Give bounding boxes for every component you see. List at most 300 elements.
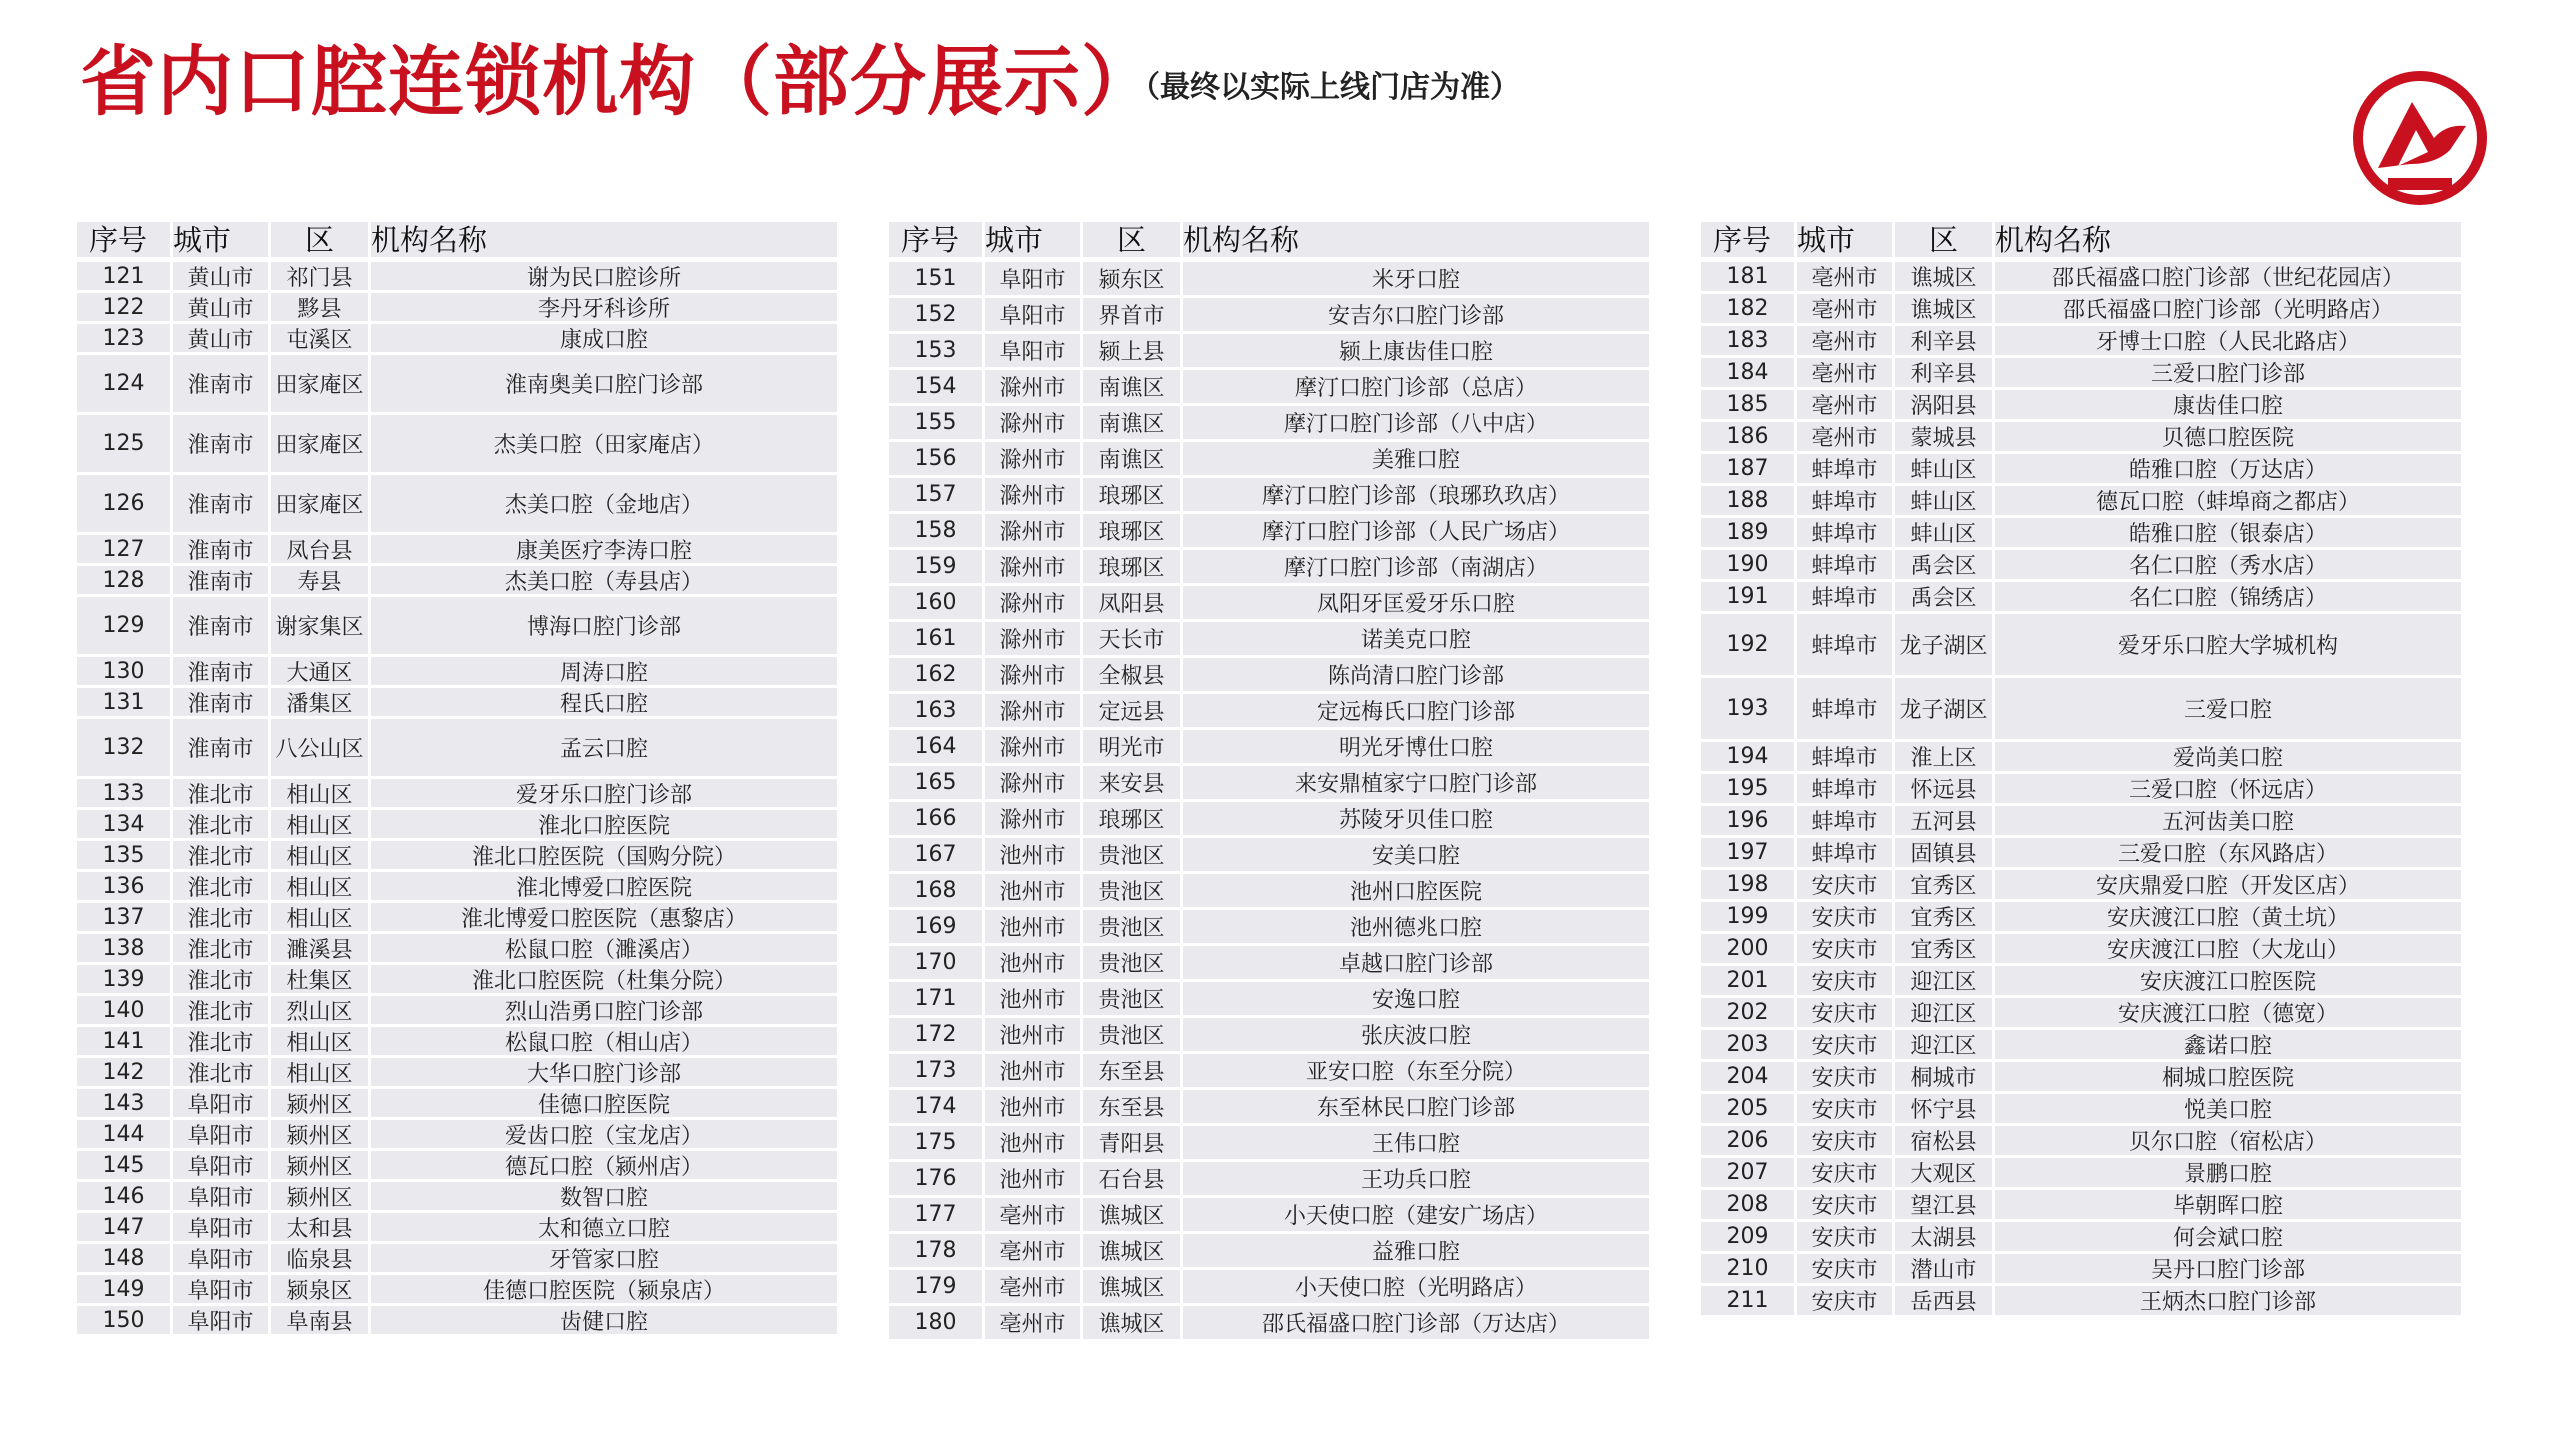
row-index: 125: [77, 415, 173, 475]
row-city: 淮南市: [173, 355, 271, 415]
row-district: 贵池区: [1083, 838, 1183, 874]
row-district: 琅琊区: [1083, 550, 1183, 586]
row-city: 蚌埠市: [1797, 742, 1895, 774]
row-index: 143: [77, 1089, 173, 1120]
table-row: [1701, 614, 2461, 678]
row-district: 贵池区: [1083, 946, 1183, 982]
row-index: 122: [77, 293, 173, 324]
row-index: 175: [889, 1126, 985, 1162]
row-index: 205: [1701, 1094, 1797, 1126]
row-city: 安庆市: [1797, 870, 1895, 902]
row-district: 颍州区: [271, 1120, 371, 1151]
clinic-table-1: [77, 222, 837, 1337]
row-district: 濉溪县: [271, 934, 371, 965]
row-index: 134: [77, 810, 173, 841]
row-district: 蚌山区: [1895, 518, 1995, 550]
row-district: 禹会区: [1895, 582, 1995, 614]
row-city: 亳州市: [1797, 262, 1895, 294]
row-city: 淮南市: [173, 566, 271, 597]
row-district: 谯城区: [1083, 1270, 1183, 1306]
table-row: [889, 262, 1649, 298]
row-index: 208: [1701, 1190, 1797, 1222]
row-district: 烈山区: [271, 996, 371, 1027]
row-city: 淮南市: [173, 688, 271, 719]
row-district: 黟县: [271, 293, 371, 324]
row-district: 贵池区: [1083, 874, 1183, 910]
row-city: 安庆市: [1797, 1222, 1895, 1254]
table-row: [77, 1306, 837, 1337]
table-row: [1701, 390, 2461, 422]
row-index: 201: [1701, 966, 1797, 998]
row-district: 谢家集区: [271, 597, 371, 657]
row-index: 190: [1701, 550, 1797, 582]
row-district: 蒙城县: [1895, 422, 1995, 454]
row-index: 133: [77, 779, 173, 810]
row-city: 阜阳市: [985, 298, 1083, 334]
row-city: 滁州市: [985, 478, 1083, 514]
row-district: 谯城区: [1083, 1198, 1183, 1234]
table-row: [889, 658, 1649, 694]
row-district: 南谯区: [1083, 406, 1183, 442]
table-row: [77, 1182, 837, 1213]
table-row: [1701, 870, 2461, 902]
row-city: 蚌埠市: [1797, 454, 1895, 486]
table-row: [889, 298, 1649, 334]
row-clinic-name: 安庆渡江口腔（大龙山）: [1995, 934, 2461, 966]
page-title: 省内口腔连锁机构（部分展示）: [80, 37, 1158, 126]
row-clinic-name: 牙博士口腔（人民北路店）: [1995, 326, 2461, 358]
row-district: 相山区: [271, 779, 371, 810]
row-district: 迎江区: [1895, 1030, 1995, 1062]
row-city: 安庆市: [1797, 1126, 1895, 1158]
row-index: 185: [1701, 390, 1797, 422]
row-district: 大观区: [1895, 1158, 1995, 1190]
table-row: [77, 934, 837, 965]
table-row: [1701, 1190, 2461, 1222]
table-row: [1701, 1286, 2461, 1318]
row-clinic-name: 颍上康齿佳口腔: [1183, 334, 1649, 370]
table-row: [77, 657, 837, 688]
brand-logo: [2350, 68, 2490, 208]
row-clinic-name: 明光牙博仕口腔: [1183, 730, 1649, 766]
row-clinic-name: 东至林民口腔门诊部: [1183, 1090, 1649, 1126]
table-row: [1701, 902, 2461, 934]
table-row: [1701, 582, 2461, 614]
row-index: 159: [889, 550, 985, 586]
row-district: 颍州区: [271, 1089, 371, 1120]
row-index: 131: [77, 688, 173, 719]
row-index: 179: [889, 1270, 985, 1306]
row-clinic-name: 爱牙乐口腔大学城机构: [1995, 614, 2461, 678]
row-district: 凤阳县: [1083, 586, 1183, 622]
row-city: 滁州市: [985, 622, 1083, 658]
table-row: [1701, 358, 2461, 390]
row-city: 黄山市: [173, 262, 271, 293]
row-district: 田家庵区: [271, 475, 371, 535]
row-city: 池州市: [985, 1162, 1083, 1198]
row-district: 潜山市: [1895, 1254, 1995, 1286]
row-district: 阜南县: [271, 1306, 371, 1337]
row-city: 蚌埠市: [1797, 774, 1895, 806]
row-index: 140: [77, 996, 173, 1027]
table-row: [1701, 1222, 2461, 1254]
row-city: 池州市: [985, 982, 1083, 1018]
column-header: 区: [1895, 222, 1995, 260]
row-city: 蚌埠市: [1797, 550, 1895, 582]
row-district: 大通区: [271, 657, 371, 688]
row-district: 屯溪区: [271, 324, 371, 355]
row-city: 安庆市: [1797, 1190, 1895, 1222]
row-clinic-name: 摩汀口腔门诊部（八中店）: [1183, 406, 1649, 442]
row-clinic-name: 康齿佳口腔: [1995, 390, 2461, 422]
row-index: 206: [1701, 1126, 1797, 1158]
row-clinic-name: 皓雅口腔（银泰店）: [1995, 518, 2461, 550]
row-clinic-name: 名仁口腔（锦绣店）: [1995, 582, 2461, 614]
row-district: 五河县: [1895, 806, 1995, 838]
row-clinic-name: 安逸口腔: [1183, 982, 1649, 1018]
row-clinic-name: 何会斌口腔: [1995, 1222, 2461, 1254]
row-index: 165: [889, 766, 985, 802]
table-header: [77, 222, 837, 260]
column-header: 机构名称: [1995, 222, 2461, 260]
row-clinic-name: 池州德兆口腔: [1183, 910, 1649, 946]
row-clinic-name: 益雅口腔: [1183, 1234, 1649, 1270]
row-district: 杜集区: [271, 965, 371, 996]
row-district: 相山区: [271, 1058, 371, 1089]
row-clinic-name: 贝尔口腔（宿松店）: [1995, 1126, 2461, 1158]
row-city: 池州市: [985, 946, 1083, 982]
row-clinic-name: 毕朝晖口腔: [1995, 1190, 2461, 1222]
row-index: 142: [77, 1058, 173, 1089]
row-district: 凤台县: [271, 535, 371, 566]
table-row: [1701, 262, 2461, 294]
row-district: 青阳县: [1083, 1126, 1183, 1162]
row-city: 阜阳市: [173, 1151, 271, 1182]
row-district: 龙子湖区: [1895, 614, 1995, 678]
row-district: 相山区: [271, 903, 371, 934]
table-row: [889, 874, 1649, 910]
row-city: 池州市: [985, 1090, 1083, 1126]
table-row: [1701, 486, 2461, 518]
row-city: 池州市: [985, 910, 1083, 946]
row-district: 迎江区: [1895, 966, 1995, 998]
row-city: 滁州市: [985, 730, 1083, 766]
row-clinic-name: 淮北博爱口腔医院（惠黎店）: [371, 903, 837, 934]
row-clinic-name: 爱尚美口腔: [1995, 742, 2461, 774]
row-district: 相山区: [271, 1027, 371, 1058]
table-row: [77, 324, 837, 355]
table-row: [1701, 1254, 2461, 1286]
row-district: 琅琊区: [1083, 478, 1183, 514]
table-row: [77, 719, 837, 779]
row-city: 阜阳市: [173, 1182, 271, 1213]
table-row: [77, 779, 837, 810]
table-row: [889, 514, 1649, 550]
row-city: 滁州市: [985, 406, 1083, 442]
row-index: 145: [77, 1151, 173, 1182]
table-row: [889, 1270, 1649, 1306]
row-district: 谯城区: [1895, 294, 1995, 326]
row-district: 琅琊区: [1083, 514, 1183, 550]
row-index: 183: [1701, 326, 1797, 358]
table-row: [1701, 1030, 2461, 1062]
table-row: [889, 1234, 1649, 1270]
row-clinic-name: 三爱口腔: [1995, 678, 2461, 742]
column-header: 机构名称: [371, 222, 837, 260]
row-index: 177: [889, 1198, 985, 1234]
row-index: 204: [1701, 1062, 1797, 1094]
row-index: 209: [1701, 1222, 1797, 1254]
row-clinic-name: 摩汀口腔门诊部（南湖店）: [1183, 550, 1649, 586]
row-index: 167: [889, 838, 985, 874]
row-index: 195: [1701, 774, 1797, 806]
row-index: 135: [77, 841, 173, 872]
row-clinic-name: 摩汀口腔门诊部（总店）: [1183, 370, 1649, 406]
row-index: 160: [889, 586, 985, 622]
table-row: [889, 1090, 1649, 1126]
row-index: 192: [1701, 614, 1797, 678]
table-row: [889, 406, 1649, 442]
row-city: 淮南市: [173, 535, 271, 566]
row-district: 来安县: [1083, 766, 1183, 802]
row-city: 安庆市: [1797, 998, 1895, 1030]
row-index: 148: [77, 1244, 173, 1275]
row-index: 149: [77, 1275, 173, 1306]
table-row: [889, 730, 1649, 766]
row-index: 199: [1701, 902, 1797, 934]
row-clinic-name: 烈山浩勇口腔门诊部: [371, 996, 837, 1027]
row-index: 194: [1701, 742, 1797, 774]
row-clinic-name: 康成口腔: [371, 324, 837, 355]
row-city: 阜阳市: [173, 1244, 271, 1275]
table-row: [77, 903, 837, 934]
row-index: 126: [77, 475, 173, 535]
row-index: 181: [1701, 262, 1797, 294]
row-clinic-name: 悦美口腔: [1995, 1094, 2461, 1126]
row-district: 明光市: [1083, 730, 1183, 766]
table-row: [889, 334, 1649, 370]
row-index: 184: [1701, 358, 1797, 390]
row-clinic-name: 松鼠口腔（濉溪店）: [371, 934, 837, 965]
table-row: [889, 1306, 1649, 1342]
row-index: 193: [1701, 678, 1797, 742]
row-city: 淮南市: [173, 597, 271, 657]
row-index: 187: [1701, 454, 1797, 486]
table-row: [77, 1120, 837, 1151]
row-district: 岳西县: [1895, 1286, 1995, 1318]
row-district: 颍上县: [1083, 334, 1183, 370]
row-index: 168: [889, 874, 985, 910]
table-row: [889, 586, 1649, 622]
row-city: 亳州市: [985, 1198, 1083, 1234]
table-row: [77, 872, 837, 903]
row-clinic-name: 松鼠口腔（相山店）: [371, 1027, 837, 1058]
row-clinic-name: 齿健口腔: [371, 1306, 837, 1337]
row-city: 滁州市: [985, 550, 1083, 586]
row-city: 阜阳市: [173, 1089, 271, 1120]
row-index: 146: [77, 1182, 173, 1213]
row-index: 151: [889, 262, 985, 298]
row-city: 安庆市: [1797, 966, 1895, 998]
row-clinic-name: 王炳杰口腔门诊部: [1995, 1286, 2461, 1318]
table-row: [889, 1054, 1649, 1090]
table-row: [889, 1126, 1649, 1162]
row-index: 162: [889, 658, 985, 694]
table-row: [1701, 742, 2461, 774]
row-city: 淮北市: [173, 965, 271, 996]
table-row: [1701, 454, 2461, 486]
table-row: [1701, 678, 2461, 742]
table-row: [77, 1213, 837, 1244]
row-index: 207: [1701, 1158, 1797, 1190]
table-row: [77, 810, 837, 841]
row-clinic-name: 张庆波口腔: [1183, 1018, 1649, 1054]
row-district: 淮上区: [1895, 742, 1995, 774]
row-clinic-name: 淮北口腔医院（国购分院）: [371, 841, 837, 872]
row-index: 197: [1701, 838, 1797, 870]
row-index: 182: [1701, 294, 1797, 326]
row-city: 淮北市: [173, 779, 271, 810]
row-clinic-name: 淮北博爱口腔医院: [371, 872, 837, 903]
row-district: 宜秀区: [1895, 902, 1995, 934]
table-row: [1701, 550, 2461, 582]
row-district: 利辛县: [1895, 326, 1995, 358]
row-clinic-name: 名仁口腔（秀水店）: [1995, 550, 2461, 582]
row-city: 亳州市: [985, 1306, 1083, 1342]
row-district: 贵池区: [1083, 910, 1183, 946]
row-clinic-name: 德瓦口腔（蚌埠商之都店）: [1995, 486, 2461, 518]
row-district: 界首市: [1083, 298, 1183, 334]
row-district: 定远县: [1083, 694, 1183, 730]
row-clinic-name: 陈尚清口腔门诊部: [1183, 658, 1649, 694]
row-clinic-name: 王伟口腔: [1183, 1126, 1649, 1162]
column-header: 序号: [77, 222, 173, 260]
table-row: [1701, 966, 2461, 998]
row-clinic-name: 三爱口腔门诊部: [1995, 358, 2461, 390]
row-district: 东至县: [1083, 1090, 1183, 1126]
column-header: 机构名称: [1183, 222, 1649, 260]
row-city: 亳州市: [1797, 294, 1895, 326]
row-index: 191: [1701, 582, 1797, 614]
row-index: 170: [889, 946, 985, 982]
row-index: 189: [1701, 518, 1797, 550]
table-row: [889, 1162, 1649, 1198]
row-index: 202: [1701, 998, 1797, 1030]
row-city: 池州市: [985, 1126, 1083, 1162]
row-clinic-name: 佳德口腔医院（颍泉店）: [371, 1275, 837, 1306]
table-row: [77, 1275, 837, 1306]
row-city: 淮南市: [173, 657, 271, 688]
row-city: 安庆市: [1797, 1286, 1895, 1318]
row-clinic-name: 杰美口腔（田家庵店）: [371, 415, 837, 475]
row-index: 138: [77, 934, 173, 965]
row-city: 蚌埠市: [1797, 582, 1895, 614]
row-city: 阜阳市: [985, 334, 1083, 370]
row-clinic-name: 诺美克口腔: [1183, 622, 1649, 658]
row-clinic-name: 桐城口腔医院: [1995, 1062, 2461, 1094]
table-header: [1701, 222, 2461, 260]
row-clinic-name: 李丹牙科诊所: [371, 293, 837, 324]
row-clinic-name: 来安鼎植家宁口腔门诊部: [1183, 766, 1649, 802]
row-city: 亳州市: [985, 1270, 1083, 1306]
row-index: 132: [77, 719, 173, 779]
row-clinic-name: 小天使口腔（建安广场店）: [1183, 1198, 1649, 1234]
row-clinic-name: 邵氏福盛口腔门诊部（世纪花园店）: [1995, 262, 2461, 294]
row-clinic-name: 程氏口腔: [371, 688, 837, 719]
row-clinic-name: 牙管家口腔: [371, 1244, 837, 1275]
row-clinic-name: 杰美口腔（寿县店）: [371, 566, 837, 597]
row-index: 147: [77, 1213, 173, 1244]
row-clinic-name: 淮南奥美口腔门诊部: [371, 355, 837, 415]
row-city: 阜阳市: [173, 1275, 271, 1306]
row-district: 颍州区: [271, 1182, 371, 1213]
row-city: 蚌埠市: [1797, 614, 1895, 678]
row-city: 蚌埠市: [1797, 806, 1895, 838]
row-clinic-name: 苏陵牙贝佳口腔: [1183, 802, 1649, 838]
row-city: 滁州市: [985, 802, 1083, 838]
row-district: 迎江区: [1895, 998, 1995, 1030]
row-district: 八公山区: [271, 719, 371, 779]
table-row: [1701, 294, 2461, 326]
row-clinic-name: 安庆渡江口腔（黄土坑）: [1995, 902, 2461, 934]
table-row: [77, 841, 837, 872]
row-index: 163: [889, 694, 985, 730]
row-district: 望江县: [1895, 1190, 1995, 1222]
row-district: 蚌山区: [1895, 454, 1995, 486]
table-row: [77, 535, 837, 566]
table-row: [77, 355, 837, 415]
row-city: 蚌埠市: [1797, 838, 1895, 870]
row-city: 安庆市: [1797, 1094, 1895, 1126]
row-city: 池州市: [985, 1018, 1083, 1054]
row-district: 龙子湖区: [1895, 678, 1995, 742]
row-district: 田家庵区: [271, 355, 371, 415]
row-clinic-name: 博海口腔门诊部: [371, 597, 837, 657]
row-district: 颍泉区: [271, 1275, 371, 1306]
row-index: 158: [889, 514, 985, 550]
row-district: 东至县: [1083, 1054, 1183, 1090]
row-index: 139: [77, 965, 173, 996]
table-row: [77, 475, 837, 535]
row-clinic-name: 安美口腔: [1183, 838, 1649, 874]
table-row: [889, 1198, 1649, 1234]
row-index: 161: [889, 622, 985, 658]
row-clinic-name: 邵氏福盛口腔门诊部（万达店）: [1183, 1306, 1649, 1342]
row-index: 144: [77, 1120, 173, 1151]
table-row: [889, 838, 1649, 874]
row-city: 蚌埠市: [1797, 518, 1895, 550]
row-clinic-name: 爱牙乐口腔门诊部: [371, 779, 837, 810]
column-header: 城市: [1797, 222, 1895, 260]
row-index: 123: [77, 324, 173, 355]
row-city: 蚌埠市: [1797, 486, 1895, 518]
table-row: [1701, 422, 2461, 454]
clinic-table-3: [1701, 222, 2461, 1318]
row-index: 186: [1701, 422, 1797, 454]
table-row: [889, 946, 1649, 982]
row-city: 淮北市: [173, 996, 271, 1027]
row-city: 亳州市: [1797, 390, 1895, 422]
row-clinic-name: 卓越口腔门诊部: [1183, 946, 1649, 982]
table-header: [889, 222, 1649, 260]
table-row: [889, 370, 1649, 406]
row-district: 谯城区: [1083, 1306, 1183, 1342]
row-district: 寿县: [271, 566, 371, 597]
table-row: [77, 1151, 837, 1182]
clinic-table-2: [889, 222, 1649, 1342]
row-city: 淮北市: [173, 1058, 271, 1089]
row-index: 171: [889, 982, 985, 1018]
